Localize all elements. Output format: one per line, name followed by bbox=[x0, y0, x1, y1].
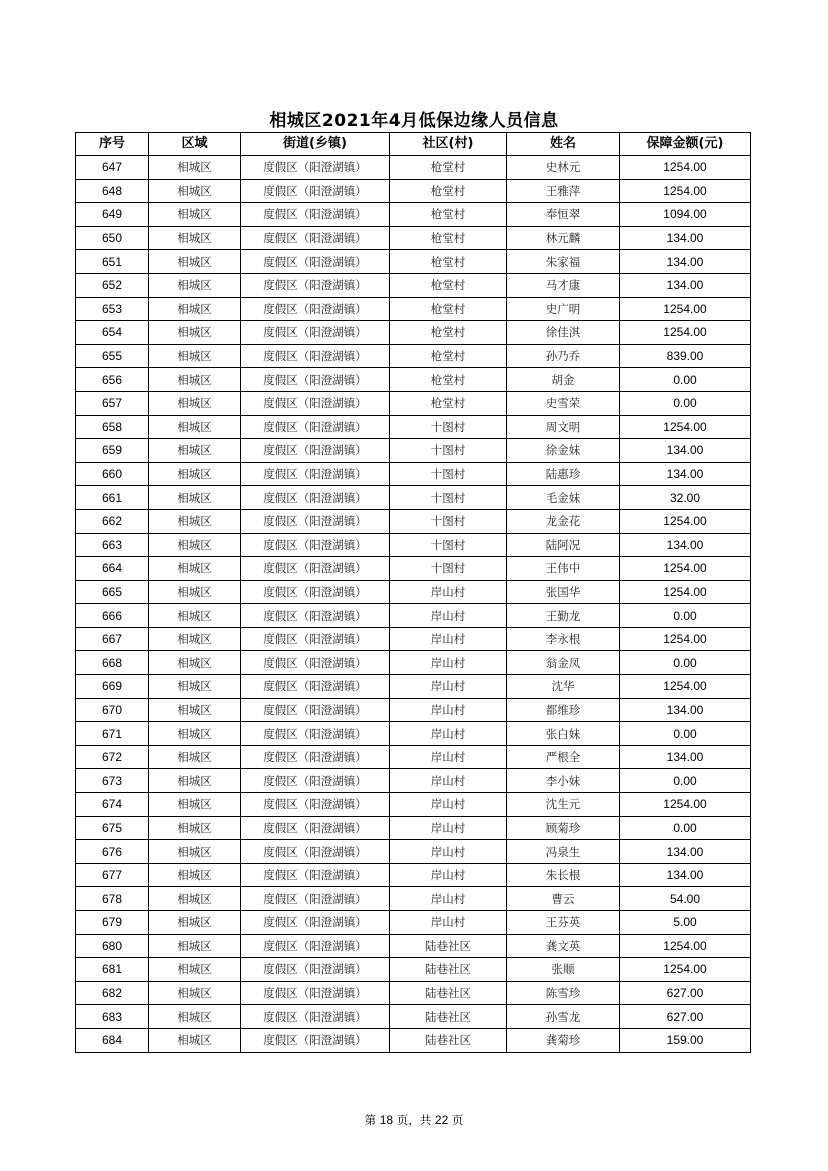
cell-district: 相城区 bbox=[149, 863, 241, 887]
cell-district: 相城区 bbox=[149, 793, 241, 817]
table-row bbox=[76, 793, 751, 817]
table-row bbox=[76, 462, 751, 486]
cell-community: 岸山村 bbox=[390, 769, 507, 793]
cell-district: 相城区 bbox=[149, 203, 241, 227]
cell-amount: 1254.00 bbox=[620, 958, 751, 982]
cell-community: 枪堂村 bbox=[390, 226, 507, 250]
cell-district: 相城区 bbox=[149, 840, 241, 864]
table-row bbox=[76, 1028, 751, 1052]
cell-amount: 0.00 bbox=[620, 391, 751, 415]
cell-name: 史广明 bbox=[507, 297, 620, 321]
cell-street: 度假区（阳澄湖镇） bbox=[241, 816, 390, 840]
cell-index: 647 bbox=[76, 156, 149, 180]
cell-name: 沈华 bbox=[507, 675, 620, 699]
cell-amount: 1254.00 bbox=[620, 415, 751, 439]
table-row bbox=[76, 486, 751, 510]
cell-district: 相城区 bbox=[149, 179, 241, 203]
table-row bbox=[76, 297, 751, 321]
cell-index: 675 bbox=[76, 816, 149, 840]
cell-community: 岸山村 bbox=[390, 722, 507, 746]
cell-index: 661 bbox=[76, 486, 149, 510]
cell-index: 684 bbox=[76, 1028, 149, 1052]
cell-index: 669 bbox=[76, 675, 149, 699]
cell-index: 659 bbox=[76, 439, 149, 463]
cell-name: 龚菊珍 bbox=[507, 1028, 620, 1052]
cell-name: 龙金花 bbox=[507, 509, 620, 533]
cell-amount: 5.00 bbox=[620, 911, 751, 935]
cell-district: 相城区 bbox=[149, 1005, 241, 1029]
cell-community: 岸山村 bbox=[390, 580, 507, 604]
cell-amount: 134.00 bbox=[620, 273, 751, 297]
cell-district: 相城区 bbox=[149, 675, 241, 699]
cell-amount: 0.00 bbox=[620, 368, 751, 392]
cell-name: 孙雪龙 bbox=[507, 1005, 620, 1029]
header-community: 社区(村) bbox=[390, 133, 507, 156]
cell-index: 683 bbox=[76, 1005, 149, 1029]
cell-name: 都维珍 bbox=[507, 698, 620, 722]
header-amount: 保障金额(元) bbox=[620, 133, 751, 156]
table-row bbox=[76, 934, 751, 958]
cell-index: 672 bbox=[76, 745, 149, 769]
table-body bbox=[76, 156, 751, 1053]
cell-street: 度假区（阳澄湖镇） bbox=[241, 344, 390, 368]
cell-index: 679 bbox=[76, 911, 149, 935]
cell-index: 658 bbox=[76, 415, 149, 439]
cell-amount: 134.00 bbox=[620, 533, 751, 557]
table-row bbox=[76, 816, 751, 840]
footer-middle: 页，共 bbox=[396, 1113, 432, 1127]
current-page: 18 bbox=[379, 1113, 394, 1127]
cell-name: 奉恒翠 bbox=[507, 203, 620, 227]
table-row bbox=[76, 368, 751, 392]
cell-district: 相城区 bbox=[149, 368, 241, 392]
cell-name: 王伟中 bbox=[507, 557, 620, 581]
cell-district: 相城区 bbox=[149, 415, 241, 439]
cell-amount: 1254.00 bbox=[620, 557, 751, 581]
cell-community: 枪堂村 bbox=[390, 297, 507, 321]
cell-district: 相城区 bbox=[149, 981, 241, 1005]
cell-district: 相城区 bbox=[149, 911, 241, 935]
cell-amount: 1094.00 bbox=[620, 203, 751, 227]
cell-name: 严根全 bbox=[507, 745, 620, 769]
cell-name: 胡金 bbox=[507, 368, 620, 392]
cell-street: 度假区（阳澄湖镇） bbox=[241, 179, 390, 203]
cell-amount: 54.00 bbox=[620, 887, 751, 911]
cell-street: 度假区（阳澄湖镇） bbox=[241, 1005, 390, 1029]
cell-index: 649 bbox=[76, 203, 149, 227]
cell-district: 相城区 bbox=[149, 533, 241, 557]
cell-street: 度假区（阳澄湖镇） bbox=[241, 486, 390, 510]
cell-street: 度假区（阳澄湖镇） bbox=[241, 273, 390, 297]
cell-community: 岸山村 bbox=[390, 887, 507, 911]
cell-community: 岸山村 bbox=[390, 840, 507, 864]
cell-index: 654 bbox=[76, 321, 149, 345]
cell-index: 652 bbox=[76, 273, 149, 297]
cell-name: 龚文英 bbox=[507, 934, 620, 958]
data-table bbox=[75, 132, 751, 1053]
cell-index: 680 bbox=[76, 934, 149, 958]
cell-community: 枪堂村 bbox=[390, 321, 507, 345]
cell-index: 676 bbox=[76, 840, 149, 864]
cell-district: 相城区 bbox=[149, 462, 241, 486]
cell-name: 林元麟 bbox=[507, 226, 620, 250]
cell-community: 岸山村 bbox=[390, 651, 507, 675]
cell-community: 枪堂村 bbox=[390, 203, 507, 227]
cell-amount: 134.00 bbox=[620, 250, 751, 274]
cell-amount: 1254.00 bbox=[620, 793, 751, 817]
table-row bbox=[76, 533, 751, 557]
cell-district: 相城区 bbox=[149, 321, 241, 345]
table-row bbox=[76, 651, 751, 675]
header-street: 街道(乡镇) bbox=[241, 133, 390, 156]
cell-amount: 0.00 bbox=[620, 769, 751, 793]
cell-amount: 1254.00 bbox=[620, 321, 751, 345]
cell-name: 朱长根 bbox=[507, 863, 620, 887]
cell-name: 李永根 bbox=[507, 627, 620, 651]
cell-street: 度假区（阳澄湖镇） bbox=[241, 675, 390, 699]
cell-amount: 1254.00 bbox=[620, 509, 751, 533]
cell-index: 660 bbox=[76, 462, 149, 486]
cell-index: 682 bbox=[76, 981, 149, 1005]
cell-community: 枪堂村 bbox=[390, 391, 507, 415]
table-row bbox=[76, 203, 751, 227]
table-row bbox=[76, 273, 751, 297]
table-row bbox=[76, 226, 751, 250]
cell-community: 陆巷社区 bbox=[390, 1028, 507, 1052]
cell-community: 岸山村 bbox=[390, 816, 507, 840]
cell-index: 648 bbox=[76, 179, 149, 203]
table-row bbox=[76, 604, 751, 628]
cell-district: 相城区 bbox=[149, 226, 241, 250]
cell-amount: 134.00 bbox=[620, 698, 751, 722]
table-row bbox=[76, 391, 751, 415]
cell-amount: 627.00 bbox=[620, 981, 751, 1005]
cell-index: 662 bbox=[76, 509, 149, 533]
cell-name: 周文明 bbox=[507, 415, 620, 439]
footer-suffix: 页 bbox=[451, 1113, 464, 1127]
header-district: 区域 bbox=[149, 133, 241, 156]
table-row bbox=[76, 1005, 751, 1029]
header-name: 姓名 bbox=[507, 133, 620, 156]
cell-index: 674 bbox=[76, 793, 149, 817]
cell-name: 徐佳淇 bbox=[507, 321, 620, 345]
cell-street: 度假区（阳澄湖镇） bbox=[241, 533, 390, 557]
cell-amount: 134.00 bbox=[620, 226, 751, 250]
cell-amount: 134.00 bbox=[620, 863, 751, 887]
cell-index: 655 bbox=[76, 344, 149, 368]
cell-street: 度假区（阳澄湖镇） bbox=[241, 250, 390, 274]
cell-index: 670 bbox=[76, 698, 149, 722]
cell-amount: 159.00 bbox=[620, 1028, 751, 1052]
cell-district: 相城区 bbox=[149, 934, 241, 958]
table-row bbox=[76, 580, 751, 604]
cell-name: 翁金凤 bbox=[507, 651, 620, 675]
cell-index: 673 bbox=[76, 769, 149, 793]
cell-name: 沈生元 bbox=[507, 793, 620, 817]
cell-district: 相城区 bbox=[149, 958, 241, 982]
table-row bbox=[76, 321, 751, 345]
page-footer bbox=[0, 1112, 828, 1128]
cell-name: 陆阿况 bbox=[507, 533, 620, 557]
cell-community: 陆巷社区 bbox=[390, 958, 507, 982]
cell-district: 相城区 bbox=[149, 557, 241, 581]
cell-index: 677 bbox=[76, 863, 149, 887]
table-row bbox=[76, 344, 751, 368]
table-row bbox=[76, 627, 751, 651]
cell-name: 冯泉生 bbox=[507, 840, 620, 864]
table-row bbox=[76, 769, 751, 793]
cell-amount: 0.00 bbox=[620, 722, 751, 746]
cell-name: 陆惠珍 bbox=[507, 462, 620, 486]
cell-amount: 1254.00 bbox=[620, 627, 751, 651]
cell-amount: 1254.00 bbox=[620, 675, 751, 699]
cell-street: 度假区（阳澄湖镇） bbox=[241, 557, 390, 581]
table-row bbox=[76, 557, 751, 581]
cell-community: 十图村 bbox=[390, 486, 507, 510]
cell-district: 相城区 bbox=[149, 816, 241, 840]
table-row bbox=[76, 840, 751, 864]
cell-street: 度假区（阳澄湖镇） bbox=[241, 769, 390, 793]
cell-name: 徐金妹 bbox=[507, 439, 620, 463]
cell-name: 朱家福 bbox=[507, 250, 620, 274]
cell-district: 相城区 bbox=[149, 509, 241, 533]
cell-name: 王芬英 bbox=[507, 911, 620, 935]
cell-street: 度假区（阳澄湖镇） bbox=[241, 391, 390, 415]
cell-index: 656 bbox=[76, 368, 149, 392]
cell-district: 相城区 bbox=[149, 722, 241, 746]
cell-community: 岸山村 bbox=[390, 627, 507, 651]
cell-name: 张顺 bbox=[507, 958, 620, 982]
cell-amount: 134.00 bbox=[620, 745, 751, 769]
cell-street: 度假区（阳澄湖镇） bbox=[241, 321, 390, 345]
table-header-row bbox=[76, 133, 751, 156]
cell-district: 相城区 bbox=[149, 297, 241, 321]
cell-index: 653 bbox=[76, 297, 149, 321]
cell-community: 枪堂村 bbox=[390, 273, 507, 297]
cell-index: 668 bbox=[76, 651, 149, 675]
cell-index: 665 bbox=[76, 580, 149, 604]
cell-district: 相城区 bbox=[149, 344, 241, 368]
cell-street: 度假区（阳澄湖镇） bbox=[241, 226, 390, 250]
cell-district: 相城区 bbox=[149, 745, 241, 769]
cell-community: 十图村 bbox=[390, 533, 507, 557]
cell-community: 十图村 bbox=[390, 509, 507, 533]
total-pages: 22 bbox=[434, 1113, 449, 1127]
cell-amount: 1254.00 bbox=[620, 156, 751, 180]
table-row bbox=[76, 958, 751, 982]
cell-amount: 1254.00 bbox=[620, 297, 751, 321]
cell-street: 度假区（阳澄湖镇） bbox=[241, 934, 390, 958]
cell-community: 岸山村 bbox=[390, 863, 507, 887]
cell-street: 度假区（阳澄湖镇） bbox=[241, 745, 390, 769]
cell-district: 相城区 bbox=[149, 391, 241, 415]
cell-community: 枪堂村 bbox=[390, 368, 507, 392]
table-row bbox=[76, 179, 751, 203]
table-row bbox=[76, 981, 751, 1005]
cell-name: 王勤龙 bbox=[507, 604, 620, 628]
cell-community: 岸山村 bbox=[390, 745, 507, 769]
cell-district: 相城区 bbox=[149, 627, 241, 651]
cell-street: 度假区（阳澄湖镇） bbox=[241, 509, 390, 533]
cell-amount: 1254.00 bbox=[620, 179, 751, 203]
cell-district: 相城区 bbox=[149, 887, 241, 911]
cell-amount: 32.00 bbox=[620, 486, 751, 510]
footer-prefix: 第 bbox=[364, 1113, 377, 1127]
cell-street: 度假区（阳澄湖镇） bbox=[241, 887, 390, 911]
cell-community: 陆巷社区 bbox=[390, 981, 507, 1005]
cell-street: 度假区（阳澄湖镇） bbox=[241, 698, 390, 722]
cell-amount: 0.00 bbox=[620, 816, 751, 840]
table-row bbox=[76, 863, 751, 887]
cell-community: 枪堂村 bbox=[390, 179, 507, 203]
cell-index: 650 bbox=[76, 226, 149, 250]
cell-index: 657 bbox=[76, 391, 149, 415]
cell-name: 陈雪珍 bbox=[507, 981, 620, 1005]
cell-amount: 627.00 bbox=[620, 1005, 751, 1029]
cell-district: 相城区 bbox=[149, 604, 241, 628]
table-row bbox=[76, 675, 751, 699]
cell-street: 度假区（阳澄湖镇） bbox=[241, 651, 390, 675]
cell-district: 相城区 bbox=[149, 651, 241, 675]
cell-amount: 0.00 bbox=[620, 651, 751, 675]
cell-community: 十图村 bbox=[390, 557, 507, 581]
cell-community: 十图村 bbox=[390, 439, 507, 463]
cell-index: 681 bbox=[76, 958, 149, 982]
cell-name: 孙乃乔 bbox=[507, 344, 620, 368]
cell-amount: 1254.00 bbox=[620, 934, 751, 958]
cell-community: 岸山村 bbox=[390, 911, 507, 935]
header-index: 序号 bbox=[76, 133, 149, 156]
cell-street: 度假区（阳澄湖镇） bbox=[241, 439, 390, 463]
cell-name: 史雪荣 bbox=[507, 391, 620, 415]
table-row bbox=[76, 698, 751, 722]
cell-amount: 134.00 bbox=[620, 462, 751, 486]
cell-amount: 134.00 bbox=[620, 439, 751, 463]
cell-index: 666 bbox=[76, 604, 149, 628]
cell-community: 陆巷社区 bbox=[390, 1005, 507, 1029]
cell-street: 度假区（阳澄湖镇） bbox=[241, 462, 390, 486]
cell-street: 度假区（阳澄湖镇） bbox=[241, 958, 390, 982]
cell-amount: 839.00 bbox=[620, 344, 751, 368]
cell-district: 相城区 bbox=[149, 156, 241, 180]
cell-community: 枪堂村 bbox=[390, 344, 507, 368]
table-row bbox=[76, 887, 751, 911]
cell-community: 枪堂村 bbox=[390, 156, 507, 180]
cell-index: 678 bbox=[76, 887, 149, 911]
cell-name: 史林元 bbox=[507, 156, 620, 180]
cell-community: 岸山村 bbox=[390, 604, 507, 628]
cell-index: 671 bbox=[76, 722, 149, 746]
cell-amount: 1254.00 bbox=[620, 580, 751, 604]
cell-index: 664 bbox=[76, 557, 149, 581]
cell-street: 度假区（阳澄湖镇） bbox=[241, 156, 390, 180]
table-row bbox=[76, 745, 751, 769]
cell-street: 度假区（阳澄湖镇） bbox=[241, 1028, 390, 1052]
cell-index: 651 bbox=[76, 250, 149, 274]
cell-street: 度假区（阳澄湖镇） bbox=[241, 627, 390, 651]
cell-district: 相城区 bbox=[149, 250, 241, 274]
cell-name: 毛金妹 bbox=[507, 486, 620, 510]
cell-name: 马才康 bbox=[507, 273, 620, 297]
cell-district: 相城区 bbox=[149, 486, 241, 510]
table-row bbox=[76, 509, 751, 533]
cell-name: 顾菊珍 bbox=[507, 816, 620, 840]
cell-street: 度假区（阳澄湖镇） bbox=[241, 415, 390, 439]
cell-name: 曹云 bbox=[507, 887, 620, 911]
cell-district: 相城区 bbox=[149, 439, 241, 463]
table-row bbox=[76, 911, 751, 935]
table-row bbox=[76, 439, 751, 463]
cell-district: 相城区 bbox=[149, 580, 241, 604]
table-row bbox=[76, 722, 751, 746]
cell-district: 相城区 bbox=[149, 1028, 241, 1052]
cell-street: 度假区（阳澄湖镇） bbox=[241, 840, 390, 864]
cell-street: 度假区（阳澄湖镇） bbox=[241, 863, 390, 887]
cell-district: 相城区 bbox=[149, 698, 241, 722]
cell-community: 枪堂村 bbox=[390, 250, 507, 274]
cell-street: 度假区（阳澄湖镇） bbox=[241, 911, 390, 935]
cell-street: 度假区（阳澄湖镇） bbox=[241, 297, 390, 321]
cell-community: 十图村 bbox=[390, 462, 507, 486]
cell-name: 李小妹 bbox=[507, 769, 620, 793]
cell-community: 陆巷社区 bbox=[390, 934, 507, 958]
document-title: 相城区2021年4月低保边缘人员信息 bbox=[269, 111, 559, 131]
cell-street: 度假区（阳澄湖镇） bbox=[241, 722, 390, 746]
table-row bbox=[76, 156, 751, 180]
cell-street: 度假区（阳澄湖镇） bbox=[241, 793, 390, 817]
table-row bbox=[76, 415, 751, 439]
cell-street: 度假区（阳澄湖镇） bbox=[241, 981, 390, 1005]
cell-community: 十图村 bbox=[390, 415, 507, 439]
cell-district: 相城区 bbox=[149, 769, 241, 793]
cell-community: 岸山村 bbox=[390, 675, 507, 699]
cell-amount: 134.00 bbox=[620, 840, 751, 864]
cell-community: 岸山村 bbox=[390, 698, 507, 722]
cell-street: 度假区（阳澄湖镇） bbox=[241, 368, 390, 392]
cell-district: 相城区 bbox=[149, 273, 241, 297]
cell-index: 663 bbox=[76, 533, 149, 557]
cell-community: 岸山村 bbox=[390, 793, 507, 817]
cell-name: 张白妹 bbox=[507, 722, 620, 746]
cell-street: 度假区（阳澄湖镇） bbox=[241, 604, 390, 628]
cell-index: 667 bbox=[76, 627, 149, 651]
cell-name: 张国华 bbox=[507, 580, 620, 604]
cell-name: 王雅萍 bbox=[507, 179, 620, 203]
cell-amount: 0.00 bbox=[620, 604, 751, 628]
table-row bbox=[76, 250, 751, 274]
cell-street: 度假区（阳澄湖镇） bbox=[241, 580, 390, 604]
cell-street: 度假区（阳澄湖镇） bbox=[241, 203, 390, 227]
